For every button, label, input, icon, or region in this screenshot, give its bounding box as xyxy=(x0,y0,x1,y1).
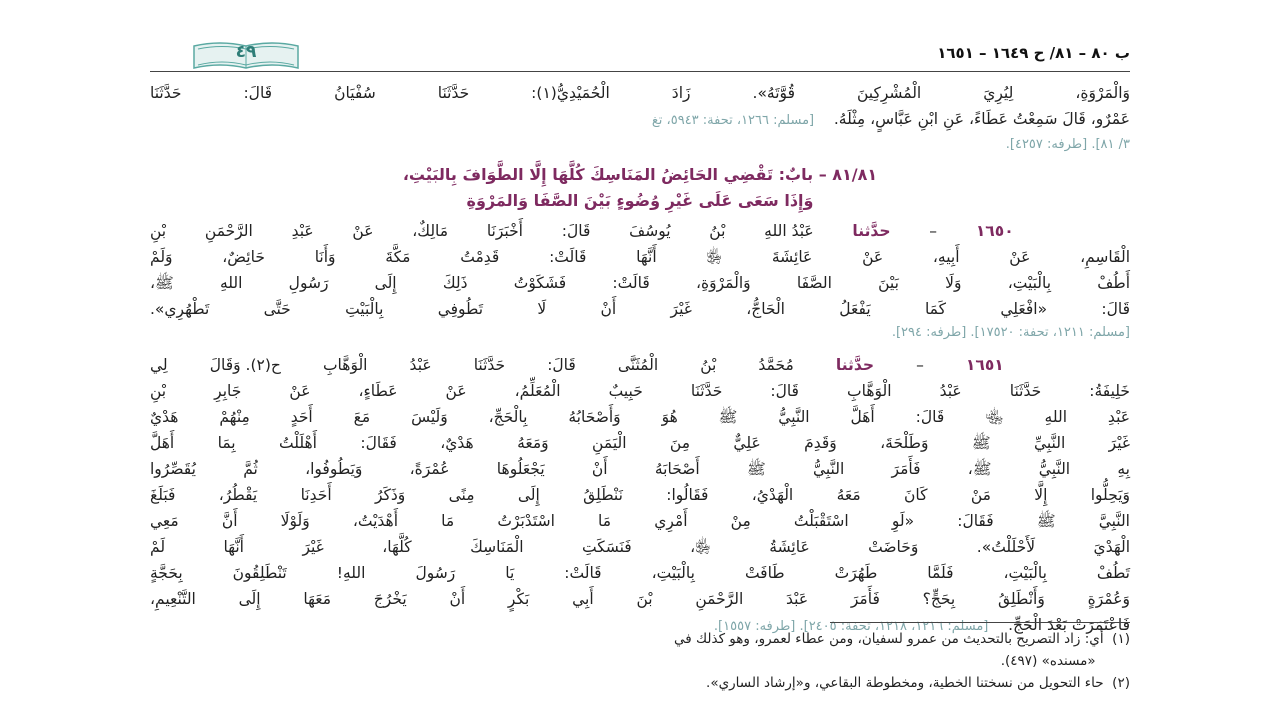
header-reference: ب ٨٠ – ٨١/ ح ١٦٤٩ – ١٦٥١ xyxy=(937,44,1130,62)
hadith-1651-line: الْهَدْيَ لَأَحْلَلْتُ». وَحَاضَتْ عَائِشَةُ ﵂، فَنَسَكَتِ الْمَنَاسِكَ كُلَّهَا، غَيْرَ أَنَّهَا لَمْ xyxy=(150,538,1130,556)
hadith-1651-line: ١٦٥١ – حدَّثنا مُحَمَّدُ بْنُ الْمُثَنَّى قَالَ: حَدَّثَنَا عَبْدُ الْوَهَّابِ ح(٢). وَقَالَ لِي xyxy=(150,356,1004,374)
footnote-divider xyxy=(830,622,1130,623)
chapter-title-line: ٨١/٨١ – بابٌ: تَقْضِي الحَائِضُ المَنَاسِكَ كُلَّهَا إِلَّا الطَّوَافَ بِالبَيْتِ، xyxy=(402,165,878,184)
hadith-1651-line: وَيَحِلُّوا إِلَّا مَنْ كَانَ مَعَهُ الْهَدْيُ، فَقَالُوا: نَنْطَلِقُ إِلَى مِنًى وَذَكَرُ أَحَدِنَا يَقْطُرُ، فَبَلَغَ xyxy=(150,486,1130,504)
hadith-1651-reference: [مسلم: ١٢١٦، ١٢١٨، تحفة: ٢٤٠٥]. [طرفه: ١٥٥٧]. xyxy=(713,619,989,634)
hadith-1651-line: عَبْدِ اللهِ ﵄ قَالَ: أَهَلَّ النَّبِيُّ ﷺ هُوَ وَأَصْحَابُهُ بِالْحَجِّ، وَلَيْسَ مَعَ أَحَدٍ مِنْهُمْ هَدْيٌ xyxy=(150,408,1130,426)
footnote xyxy=(150,628,1130,650)
hadith-1650-line: قَالَ: «افْعَلِي كَمَا يَفْعَلُ الْحَاجُّ، غَيْرَ أَنْ لَا تَطُوفِي بِالْبَيْتِ حَتَّى تَطْهُرِي». xyxy=(150,300,1130,318)
footnote-cont xyxy=(150,650,1130,672)
hadith-1651-line: خَلِيفَةُ: حَدَّثَنَا عَبْدُ الْوَهَّابِ قَالَ: حَدَّثَنَا حَبِيبٌ الْمُعَلِّمُ، عَنْ عَطَاءٍ، عَنْ جَابِرِ بْنِ xyxy=(150,382,1130,400)
footnote xyxy=(150,672,1130,694)
hadith-1651-line: بِهِ النَّبِيُّ ﷺ، فَأَمَرَ النَّبِيُّ ﷺ أَصْحَابَهُ أَنْ يَجْعَلُوهَا عُمْرَةً، وَيَطُوفُوا، ثُمَّ يُقَصِّرُوا xyxy=(150,460,1130,478)
hadith-opening: حدَّثنا xyxy=(852,222,891,240)
hadith-1651-line: النَّبِيَّ ﷺ فَقَالَ: «لَوِ اسْتَقْبَلْتُ مِنْ أَمْرِي مَا اسْتَدْبَرْتُ مَا أَهْدَيْتُ، وَلَوْلَا أَنَّ مَعِي xyxy=(150,512,1130,530)
hadith-opening: حدَّثنا xyxy=(835,356,874,374)
page-header xyxy=(150,38,1130,68)
page-number: ٤٩ xyxy=(235,42,257,62)
chapter-title-line: وَإِذَا سَعَى عَلَى غَيْرِ وُضُوءٍ بَيْنَ الصَّفَا وَالمَرْوَةِ xyxy=(466,191,814,210)
footnote-mark: (٢) xyxy=(1112,675,1130,691)
footnote-text: حاء التحويل من نسختنا الخطية، ومخطوطة البقاعي، و«إرشاد الساري». xyxy=(706,675,1104,691)
hadith-1650-line: ١٦٥٠ – حدَّثنا عَبْدُ اللهِ بْنُ يُوسُفَ قَالَ: أَخْبَرَنَا مَالِكٌ، عَنْ عَبْدِ الرَّحْمَنِ بْنِ xyxy=(150,222,1014,240)
intro-line xyxy=(150,106,1130,134)
footnote-text: «مسنده» (٤٩٧). xyxy=(1000,653,1096,669)
footnote-text: أي: زاد التصريح بالتحديث من عمرو لسفيان، ومن عطاء لعمرو، وهو كذلك في xyxy=(674,631,1104,647)
footnote-mark: (١) xyxy=(1112,631,1130,647)
page-number-badge xyxy=(190,38,302,72)
intro-reference: [مسلم: ١٢٦٦، تحفة: ٥٩٤٣، تغ xyxy=(651,113,815,128)
book-page xyxy=(150,30,1130,710)
hadith-1650-reference: [مسلم: ١٢١١، تحفة: ١٧٥٢٠]. [طرفه: ٢٩٤]. xyxy=(891,325,1130,340)
page-body xyxy=(150,80,1130,640)
hadith-text: مُحَمَّدُ بْنُ الْمُثَنَّى قَالَ: حَدَّثَنَا عَبْدُ الْوَهَّابِ ح(٢). وَقَالَ لِي xyxy=(150,356,794,374)
hadith-1651-line: غَيْرَ النَّبِيِّ ﷺ وَطَلْحَةَ، وَقَدِمَ عَلِيٌّ مِنَ الْيَمَنِ وَمَعَهُ هَدْيٌ، فَقَالَ: أَهْلَلْتُ بِمَا أَهَلَّ xyxy=(150,434,1130,452)
hadith-text: عَبْدُ اللهِ بْنُ يُوسُفَ قَالَ: أَخْبَرَنَا مَالِكٌ، عَنْ عَبْدِ الرَّحْمَنِ بْنِ xyxy=(150,222,814,240)
intro-reference-cont: ٣/ ٨١]. [طرفه: ٤٢٥٧]. xyxy=(1005,137,1130,152)
hadith-1651-line: وَعُمْرَةٍ وَأَنْطَلِقُ بِحَجٍّ؟ فَأَمَرَ عَبْدَ الرَّحْمَنِ بْنَ أَبِي بَكْرٍ أَنْ يَخْرُجَ مَعَهَا إِلَى التَّنْعِيمِ، xyxy=(150,590,1130,608)
hadith-1651-line: تَطُفْ بِالْبَيْتِ، فَلَمَّا طَهُرَتْ طَافَتْ بِالْبَيْتِ، قَالَتْ: يَا رَسُولَ اللهِ! تَنْطَلِقُونَ بِحَجَّةٍ xyxy=(150,564,1130,582)
header-divider xyxy=(150,71,1130,72)
hadith-text: فَاعْتَمَرَتْ بَعْدَ الْحَجِّ. xyxy=(1008,616,1130,634)
hadith-1650-line: الْقَاسِمِ، عَنْ أَبِيهِ، عَنْ عَائِشَةَ ﵂ أَنَّهَا قَالَتْ: قَدِمْتُ مَكَّةَ وَأَنَا حَائِضٌ، وَلَمْ xyxy=(150,248,1130,266)
hadith-number: ١٦٥٠ xyxy=(975,222,1014,240)
footnotes xyxy=(150,628,1130,694)
intro-line: وَالْمَرْوَةِ، لِيُرِيَ الْمُشْرِكِينَ قُوَّتَهُ». زَادَ الْحُمَيْدِيُّ(١): حَدَّثَنَا سُفْيَانُ قَالَ: حَدَّثَنَا xyxy=(150,84,1130,102)
chapter-heading xyxy=(150,162,1130,214)
intro-text: عَمْرٌو، قَالَ سَمِعْتُ عَطَاءً، عَنِ ابْنِ عَبَّاسٍ، مِثْلَهُ. xyxy=(833,110,1130,128)
hadith-number: ١٦٥١ xyxy=(965,356,1004,374)
hadith-1650-line: أَطُفْ بِالْبَيْتِ، وَلَا بَيْنَ الصَّفَا وَالْمَرْوَةِ، قَالَتْ: فَشَكَوْتُ ذَلِكَ إِلَى رَسُولِ اللهِ ﷺ، xyxy=(150,274,1130,292)
